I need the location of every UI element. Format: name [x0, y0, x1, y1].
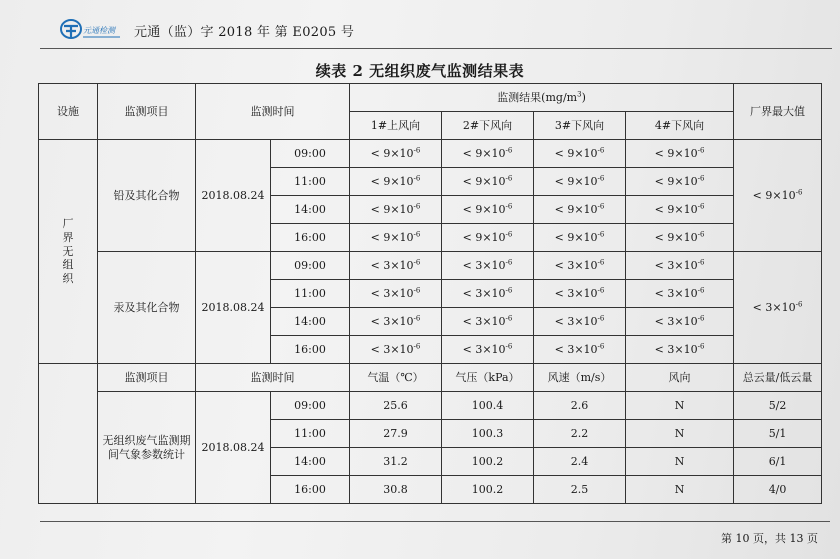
result-value: < $3\times 10^{-6}$: [534, 308, 626, 336]
weather-header-cloud: 总云量/低云量: [734, 364, 822, 392]
result-value: < $9\times 10^{-6}$: [442, 224, 534, 252]
result-value: < $9\times 10^{-6}$: [350, 140, 442, 168]
sample-time: 16:00: [271, 224, 350, 252]
weather-temp: 25.6: [350, 392, 442, 420]
result-value: < $3\times 10^{-6}$: [350, 252, 442, 280]
weather-date: 2018.08.24: [196, 392, 271, 504]
weather-header-item: 监测项目: [98, 364, 196, 392]
weather-wind-dir: N: [626, 392, 734, 420]
weather-item: 无组织废气监测期间气象参数统计: [98, 392, 196, 504]
result-value: < $9\times 10^{-6}$: [626, 196, 734, 224]
weather-pressure: 100.2: [442, 476, 534, 504]
weather-wind-dir: N: [626, 448, 734, 476]
result-value: < $3\times 10^{-6}$: [626, 308, 734, 336]
weather-wind-speed: 2.5: [534, 476, 626, 504]
weather-cloud: 5/2: [734, 392, 822, 420]
results-table: [38, 83, 822, 504]
header-max: 厂界最大值: [734, 84, 822, 140]
result-value: < $3\times 10^{-6}$: [442, 308, 534, 336]
weather-temp: 30.8: [350, 476, 442, 504]
sample-time: 16:00: [271, 336, 350, 364]
result-value: < $3\times 10^{-6}$: [626, 280, 734, 308]
weather-header-wind-dir: 风向: [626, 364, 734, 392]
page-number: 第 10 页，共 13 页: [721, 532, 818, 545]
facility-char: 组: [62, 258, 74, 272]
result-value: < $9\times 10^{-6}$: [350, 224, 442, 252]
result-value: < $9\times 10^{-6}$: [534, 140, 626, 168]
result-value: < $3\times 10^{-6}$: [442, 252, 534, 280]
weather-header-time: 监测时间: [196, 364, 350, 392]
header-time: 监测时间: [196, 84, 350, 140]
header-row-1: [39, 84, 822, 112]
table-body: [39, 84, 822, 504]
header-point-4: 4#下风向: [626, 112, 734, 140]
logo-text: 元通检测: [83, 26, 115, 35]
result-value: < $3\times 10^{-6}$: [534, 252, 626, 280]
page-header: [60, 16, 820, 44]
weather-pressure: 100.3: [442, 420, 534, 448]
result-value: < $9\times 10^{-6}$: [626, 140, 734, 168]
result-value: < $9\times 10^{-6}$: [442, 140, 534, 168]
facility-cell-blank: [39, 364, 98, 504]
result-value: < $3\times 10^{-6}$: [626, 336, 734, 364]
result-value: < $9\times 10^{-6}$: [534, 224, 626, 252]
sample-time: 09:00: [271, 140, 350, 168]
weather-row: [39, 392, 822, 420]
company-logo: [60, 17, 122, 43]
header-point-3: 3#下风向: [534, 112, 626, 140]
pollutant-name: 汞及其化合物: [98, 252, 196, 364]
result-value: < $9\times 10^{-6}$: [626, 168, 734, 196]
weather-cloud: 5/1: [734, 420, 822, 448]
header-item: 监测项目: [98, 84, 196, 140]
header-point-1: 1#上风向: [350, 112, 442, 140]
header-point-2: 2#下风向: [442, 112, 534, 140]
pollutant-date: 2018.08.24: [196, 252, 271, 364]
result-value: < $3\times 10^{-6}$: [350, 280, 442, 308]
table-title: 续表 2 无组织废气监测结果表: [315, 62, 525, 80]
weather-time: 11:00: [271, 420, 350, 448]
facility-cell: [39, 140, 98, 364]
weather-cloud: 4/0: [734, 476, 822, 504]
facility-char: 织: [62, 272, 74, 286]
weather-header-wind-speed: 风速（m/s）: [534, 364, 626, 392]
sample-time: 14:00: [271, 308, 350, 336]
weather-header-pressure: 气压（kPa）: [442, 364, 534, 392]
facility-char: 厂: [62, 217, 74, 231]
result-value: < $3\times 10^{-6}$: [350, 336, 442, 364]
document-reference: 元通（监）字 2018 年 第 E0205 号: [134, 24, 355, 40]
weather-wind-dir: N: [626, 476, 734, 504]
result-value: < $9\times 10^{-6}$: [534, 168, 626, 196]
weather-wind-dir: N: [626, 420, 734, 448]
result-value: < $9\times 10^{-6}$: [350, 168, 442, 196]
result-value: < $3\times 10^{-6}$: [442, 280, 534, 308]
sample-time: 14:00: [271, 196, 350, 224]
result-value: < $3\times 10^{-6}$: [534, 336, 626, 364]
max-value: < $9\times 10^{-6}$: [734, 140, 822, 252]
result-value: < $9\times 10^{-6}$: [626, 224, 734, 252]
result-value: < $3\times 10^{-6}$: [442, 336, 534, 364]
weather-wind-speed: 2.4: [534, 448, 626, 476]
sample-time: 11:00: [271, 168, 350, 196]
result-value: < $3\times 10^{-6}$: [350, 308, 442, 336]
result-value: < $9\times 10^{-6}$: [442, 168, 534, 196]
weather-time: 16:00: [271, 476, 350, 504]
pollutant-name: 铅及其化合物: [98, 140, 196, 252]
weather-time: 09:00: [271, 392, 350, 420]
weather-header-temp: 气温（℃）: [350, 364, 442, 392]
max-value: < $3\times 10^{-6}$: [734, 252, 822, 364]
pollutant-date: 2018.08.24: [196, 140, 271, 252]
result-value: < $9\times 10^{-6}$: [442, 196, 534, 224]
result-value: < $3\times 10^{-6}$: [534, 280, 626, 308]
table-row: [39, 140, 822, 168]
result-value: < $9\times 10^{-6}$: [534, 196, 626, 224]
logo-icon: [60, 17, 122, 43]
result-value: < $3\times 10^{-6}$: [626, 252, 734, 280]
weather-temp: 27.9: [350, 420, 442, 448]
weather-wind-speed: 2.6: [534, 392, 626, 420]
sample-time: 11:00: [271, 280, 350, 308]
footer-divider: [40, 521, 830, 522]
table-row: [39, 252, 822, 280]
weather-wind-speed: 2.2: [534, 420, 626, 448]
weather-pressure: 100.4: [442, 392, 534, 420]
sample-time: 09:00: [271, 252, 350, 280]
weather-cloud: 6/1: [734, 448, 822, 476]
result-value: < $9\times 10^{-6}$: [350, 196, 442, 224]
facility-char: 无: [62, 244, 74, 258]
weather-pressure: 100.2: [442, 448, 534, 476]
header-facility: 设施: [39, 84, 98, 140]
facility-char: 界: [62, 230, 74, 244]
header-result: 监测结果$(mg/m^3)$: [350, 84, 734, 112]
weather-header-row: [39, 364, 822, 392]
weather-time: 14:00: [271, 448, 350, 476]
header-divider: [40, 48, 832, 49]
weather-temp: 31.2: [350, 448, 442, 476]
